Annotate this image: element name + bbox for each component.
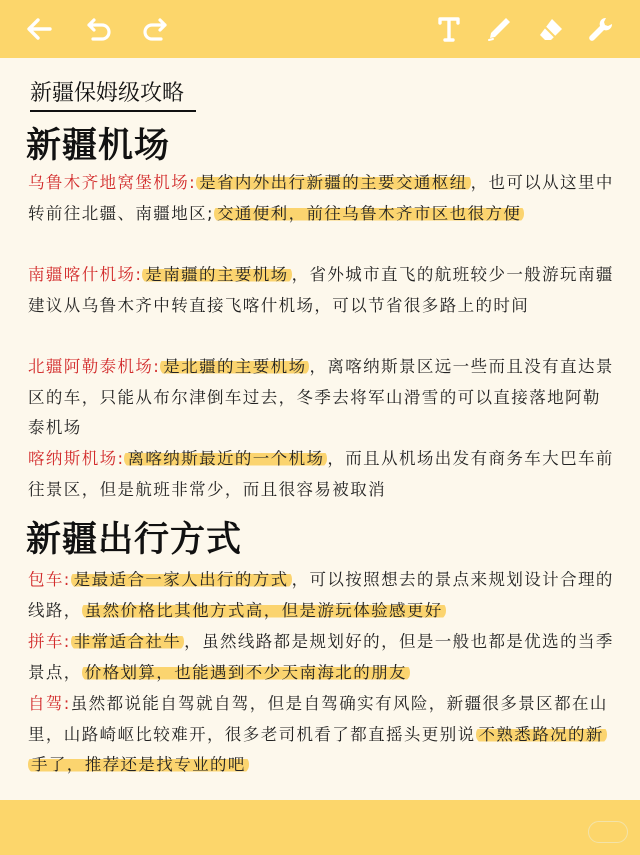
body-text: ，也可以从这里中转前往北疆、南疆地区; [28,173,614,223]
undo-icon [84,14,114,44]
item-label: 乌鲁木齐地窝堡机场: [28,173,197,192]
highlight-text: 是北疆的主要机场 [160,357,309,376]
redo-button[interactable] [138,12,172,46]
text-tool-button[interactable] [432,12,466,46]
highlight-text: 虽然价格比其他方式高，但是游玩体验感更好 [82,601,446,620]
body-text: 虽然都说能自驾就自驾，但是自驾确实有风险，新疆很多景区都在山里，山路崎岖比较难开，很多老司机看了都直摇头更别说 [28,694,608,744]
body-text: ，省外城市直飞的航班较少一般游玩南疆建议从乌鲁木齐中转直接飞喀什机场，可以节省很多路上的时间 [28,265,614,315]
settings-button[interactable] [584,12,618,46]
paragraph-kanas-airport [28,444,618,505]
back-button[interactable] [22,12,56,46]
top-toolbar [0,0,640,58]
redo-icon [140,14,170,44]
item-label: 拼车: [28,632,71,651]
section-heading-transport: 新疆出行方式 [26,520,243,560]
body-text: ，离喀纳斯景区远一些而且没有直达景区的车，只能从布尔津倒车过去，冬季去将军山滑雪的可以直接落地阿勒泰机场 [28,357,614,437]
highlight-text: 是南疆的主要机场 [142,265,291,284]
paragraph-carpool [28,627,618,688]
pen-icon [484,14,514,44]
paragraph-urumqi-airport [28,168,618,229]
paragraph-charter-car [28,565,618,626]
item-label: 自驾: [28,694,71,713]
watermark-badge [588,821,628,843]
highlight-text: 不熟悉路况的新手了，推荐还是找专业的吧 [28,725,607,775]
wrench-icon [586,14,616,44]
highlight-text: 是省内外出行新疆的主要交通枢纽 [196,173,471,192]
highlight-text: 价格划算，也能遇到不少天南海北的朋友 [82,663,410,682]
body-text: ，可以按照想去的景点来规划设计合理的线路， [28,570,614,620]
paragraph-self-drive [28,689,618,781]
body-text: ，而且从机场出发有商务车大巴车前往景区，但是航班非常少，而且很容易被取消 [28,449,614,499]
document-title: 新疆保姆级攻略 [30,80,196,112]
pen-tool-button[interactable] [482,12,516,46]
text-tool-icon [434,14,464,44]
body-text: ，虽然线路都是规划好的，但是一般也都是优选的当季景点， [28,632,614,682]
highlight-text: 交通便利，前往乌鲁木齐市区也很方便 [214,204,524,223]
highlight-text: 是最适合一家人出行的方式 [71,570,292,589]
paragraph-altay-airport [28,352,618,444]
item-label: 南疆喀什机场: [28,265,143,284]
undo-button[interactable] [82,12,116,46]
item-label: 北疆阿勒泰机场: [28,357,161,376]
eraser-icon [536,14,566,44]
bottom-bar [0,800,640,855]
item-label: 喀纳斯机场: [28,449,125,468]
paragraph-kashgar-airport [28,260,618,321]
arrow-left-icon [24,14,54,44]
eraser-tool-button[interactable] [534,12,568,46]
section-heading-airports: 新疆机场 [26,126,171,166]
highlight-text: 非常适合社牛 [71,632,184,651]
highlight-text: 离喀纳斯最近的一个机场 [124,449,327,468]
item-label: 包车: [28,570,71,589]
